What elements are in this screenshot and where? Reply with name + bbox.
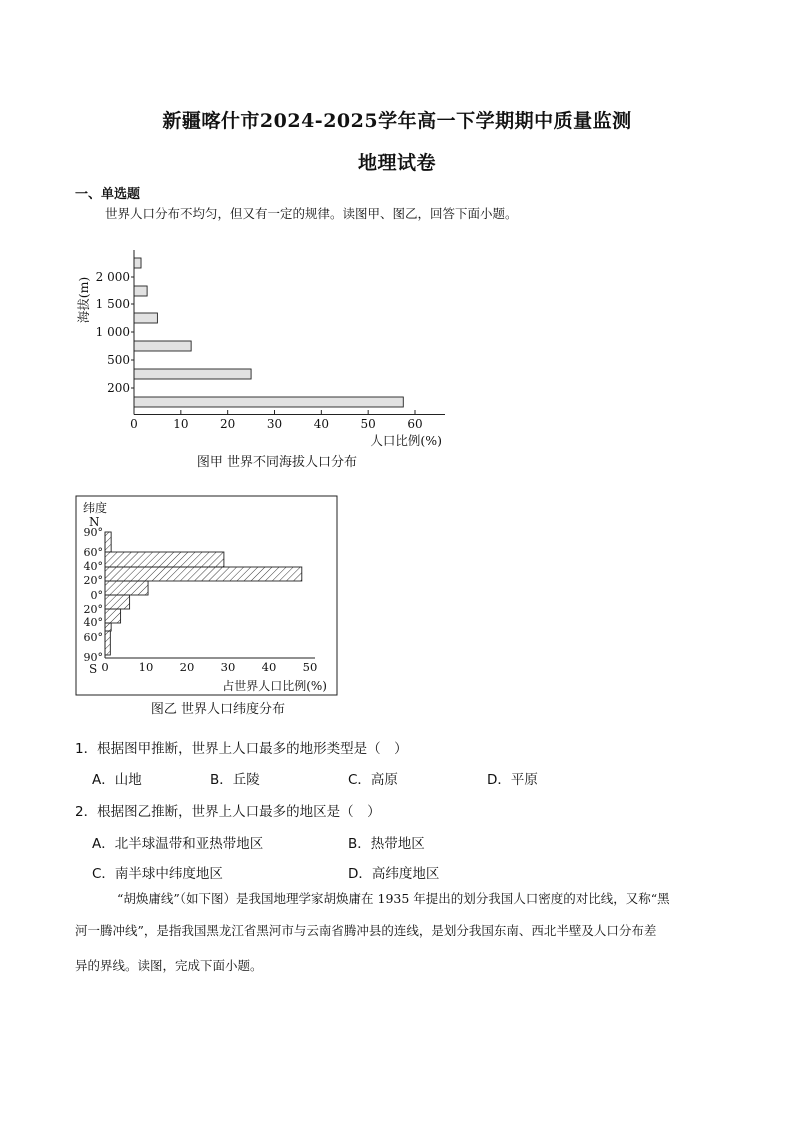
chart2-bars — [105, 532, 302, 655]
chart1-xtick-labels — [130, 417, 422, 431]
chart2-ytick-label: 20° — [83, 603, 103, 616]
exam-subtitle: 地理试卷 — [357, 152, 436, 174]
chart2-bar — [105, 581, 148, 595]
chart2-xtick-label: 0 — [101, 660, 109, 674]
chart2-xtick-label: 30 — [220, 660, 236, 674]
exam-title: 新疆喀什市2024-2025学年高一下学期期中质量监测 — [162, 110, 632, 132]
chart1-ytick-label: 2 000 — [95, 270, 130, 284]
altitude-population-chart — [70, 238, 470, 473]
chart2-ytick-label: 90° — [83, 651, 103, 664]
chart2-ytick-label: 40° — [83, 616, 103, 629]
question-1-stem: 1．根据图甲推断，世界上人口最多的地形类型是（ ） — [75, 741, 408, 757]
chart2-ytick-label: 0° — [90, 589, 103, 602]
chart2-ytick-labels — [84, 526, 104, 664]
chart1-ytick-labels — [96, 270, 130, 395]
q2-option-a[interactable]: A．北半球温带和亚热带地区 — [92, 836, 264, 852]
latitude-population-chart — [75, 495, 340, 721]
chart2-title: 图乙 世界人口纬度分布 — [150, 702, 286, 717]
chart2-bar — [105, 623, 111, 631]
chart1-bar — [134, 369, 251, 379]
chart1-bar — [134, 397, 403, 407]
q1-option-a[interactable]: A．山地 — [92, 772, 142, 788]
chart2-ytick-label: 40° — [83, 560, 103, 573]
q1-option-c[interactable]: C．高原 — [348, 772, 398, 788]
chart2-xtick-label: 10 — [138, 660, 154, 674]
chart2-xtick-labels — [101, 660, 317, 674]
chart2-bar — [105, 552, 224, 567]
chart2-bar — [105, 609, 121, 623]
chart1-xlabel: 人口比例(%) — [370, 433, 442, 448]
q1-option-d[interactable]: D．平原 — [487, 772, 538, 788]
chart1-ytick-label: 1 000 — [95, 325, 130, 339]
chart2-ylabel: 纬度 — [83, 501, 108, 515]
chart2-xtick-label: 50 — [302, 660, 318, 674]
intro-paragraph: 世界人口分布不均匀，但又有一定的规律。读图甲、图乙，回答下面小题。 — [105, 206, 518, 221]
q1-option-b[interactable]: B．丘陵 — [210, 772, 260, 788]
chart1-title: 图甲 世界不同海拔人口分布 — [196, 455, 358, 470]
chart1-bar — [134, 258, 141, 268]
chart2-north-label: N — [89, 515, 100, 529]
intro2-line-2: 河一腾冲线”，是指我国黑龙江省黑河市与云南省腾冲县的连线，是划分我国东南、西北半壁及人口分布差 — [75, 923, 657, 938]
chart2-ytick-label: 90° — [83, 526, 103, 539]
chart1-ytick-label: 500 — [107, 353, 130, 367]
chart2-bar — [105, 567, 302, 581]
chart2-bar — [105, 532, 111, 552]
chart1-xtick-label: 40 — [313, 417, 329, 431]
q2-option-c[interactable]: C．南半球中纬度地区 — [92, 866, 223, 882]
chart1-bar — [134, 286, 147, 296]
chart1-axes — [131, 250, 445, 415]
chart1-xtick-label: 0 — [130, 417, 138, 431]
intro2-line-3: 异的界线。读图，完成下面小题。 — [75, 958, 263, 973]
chart1-bar — [134, 313, 157, 323]
chart1-ytick-label: 200 — [107, 381, 130, 395]
chart2-ytick-label: 20° — [83, 574, 103, 587]
chart2-xlabel: 占世界人口比例(%) — [222, 679, 327, 693]
chart2-bar — [105, 631, 110, 655]
chart1-xtick-label: 10 — [173, 417, 189, 431]
section-heading: 一、单选题 — [75, 187, 141, 202]
chart1-ytick-label: 1 500 — [95, 297, 130, 311]
chart1-ylabel: 海拔(m) — [76, 276, 91, 324]
chart1-xtick-label: 30 — [266, 417, 283, 431]
chart2-xtick-label: 20 — [179, 660, 195, 674]
chart1-bars — [134, 258, 403, 407]
chart2-south-label: S — [89, 662, 98, 676]
chart1-xtick-label: 50 — [360, 417, 376, 431]
chart1-xtick-label: 20 — [220, 417, 236, 431]
question-2-stem: 2．根据图乙推断，世界上人口最多的地区是（ ） — [75, 804, 381, 820]
chart1-bar — [134, 341, 191, 351]
q2-option-b[interactable]: B．热带地区 — [348, 836, 425, 852]
q2-option-d[interactable]: D．高纬度地区 — [348, 866, 440, 882]
chart2-bar — [105, 595, 130, 609]
chart2-ytick-label: 60° — [83, 631, 103, 644]
chart2-ytick-label: 60° — [83, 546, 103, 559]
chart2-xtick-label: 40 — [261, 660, 277, 674]
intro2-line-1: “胡焕庸线”（如下图）是我国地理学家胡焕庸在 1935 年提出的划分我国人口密度的对比线，又称“黑 — [117, 891, 670, 906]
chart1-xtick-label: 60 — [407, 417, 423, 431]
